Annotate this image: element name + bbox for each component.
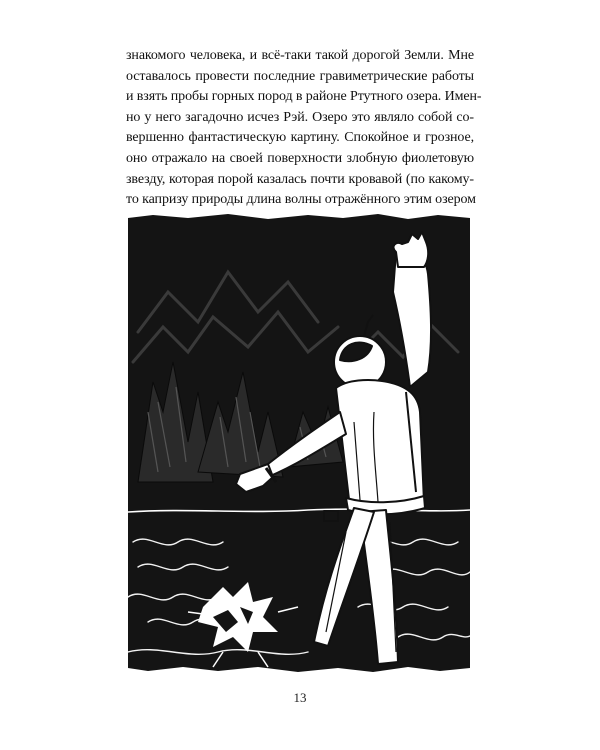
body-text [126,46,482,211]
illustration-drawing [128,212,470,674]
text-line: то капризу природы длина волны отражённого этим озером [126,192,476,208]
text-line: но у него загадочно исчез Рэй. Озеро это являло собой со- [126,109,474,125]
astronaut-illustration [128,212,470,674]
belt-buckle [324,511,338,521]
text-line: и взять пробы горных пород в районе Ртутного озера. Имен- [126,89,482,105]
text-line: оставалось провести последние гравиметрические работы [126,68,474,84]
text-line: знакомого человека, и всё-таки такой дорогой Земли. Мне [126,48,474,63]
text-line: звезду, которая порой казалась почти кровавой (по какому- [126,171,474,187]
page-number: 13 [293,690,307,705]
text-line: оно отражало на своей поверхности злобную фиолетовую [126,150,474,166]
text-line: вершенно фантастическую картину. Спокойное и грозное, [126,130,474,146]
